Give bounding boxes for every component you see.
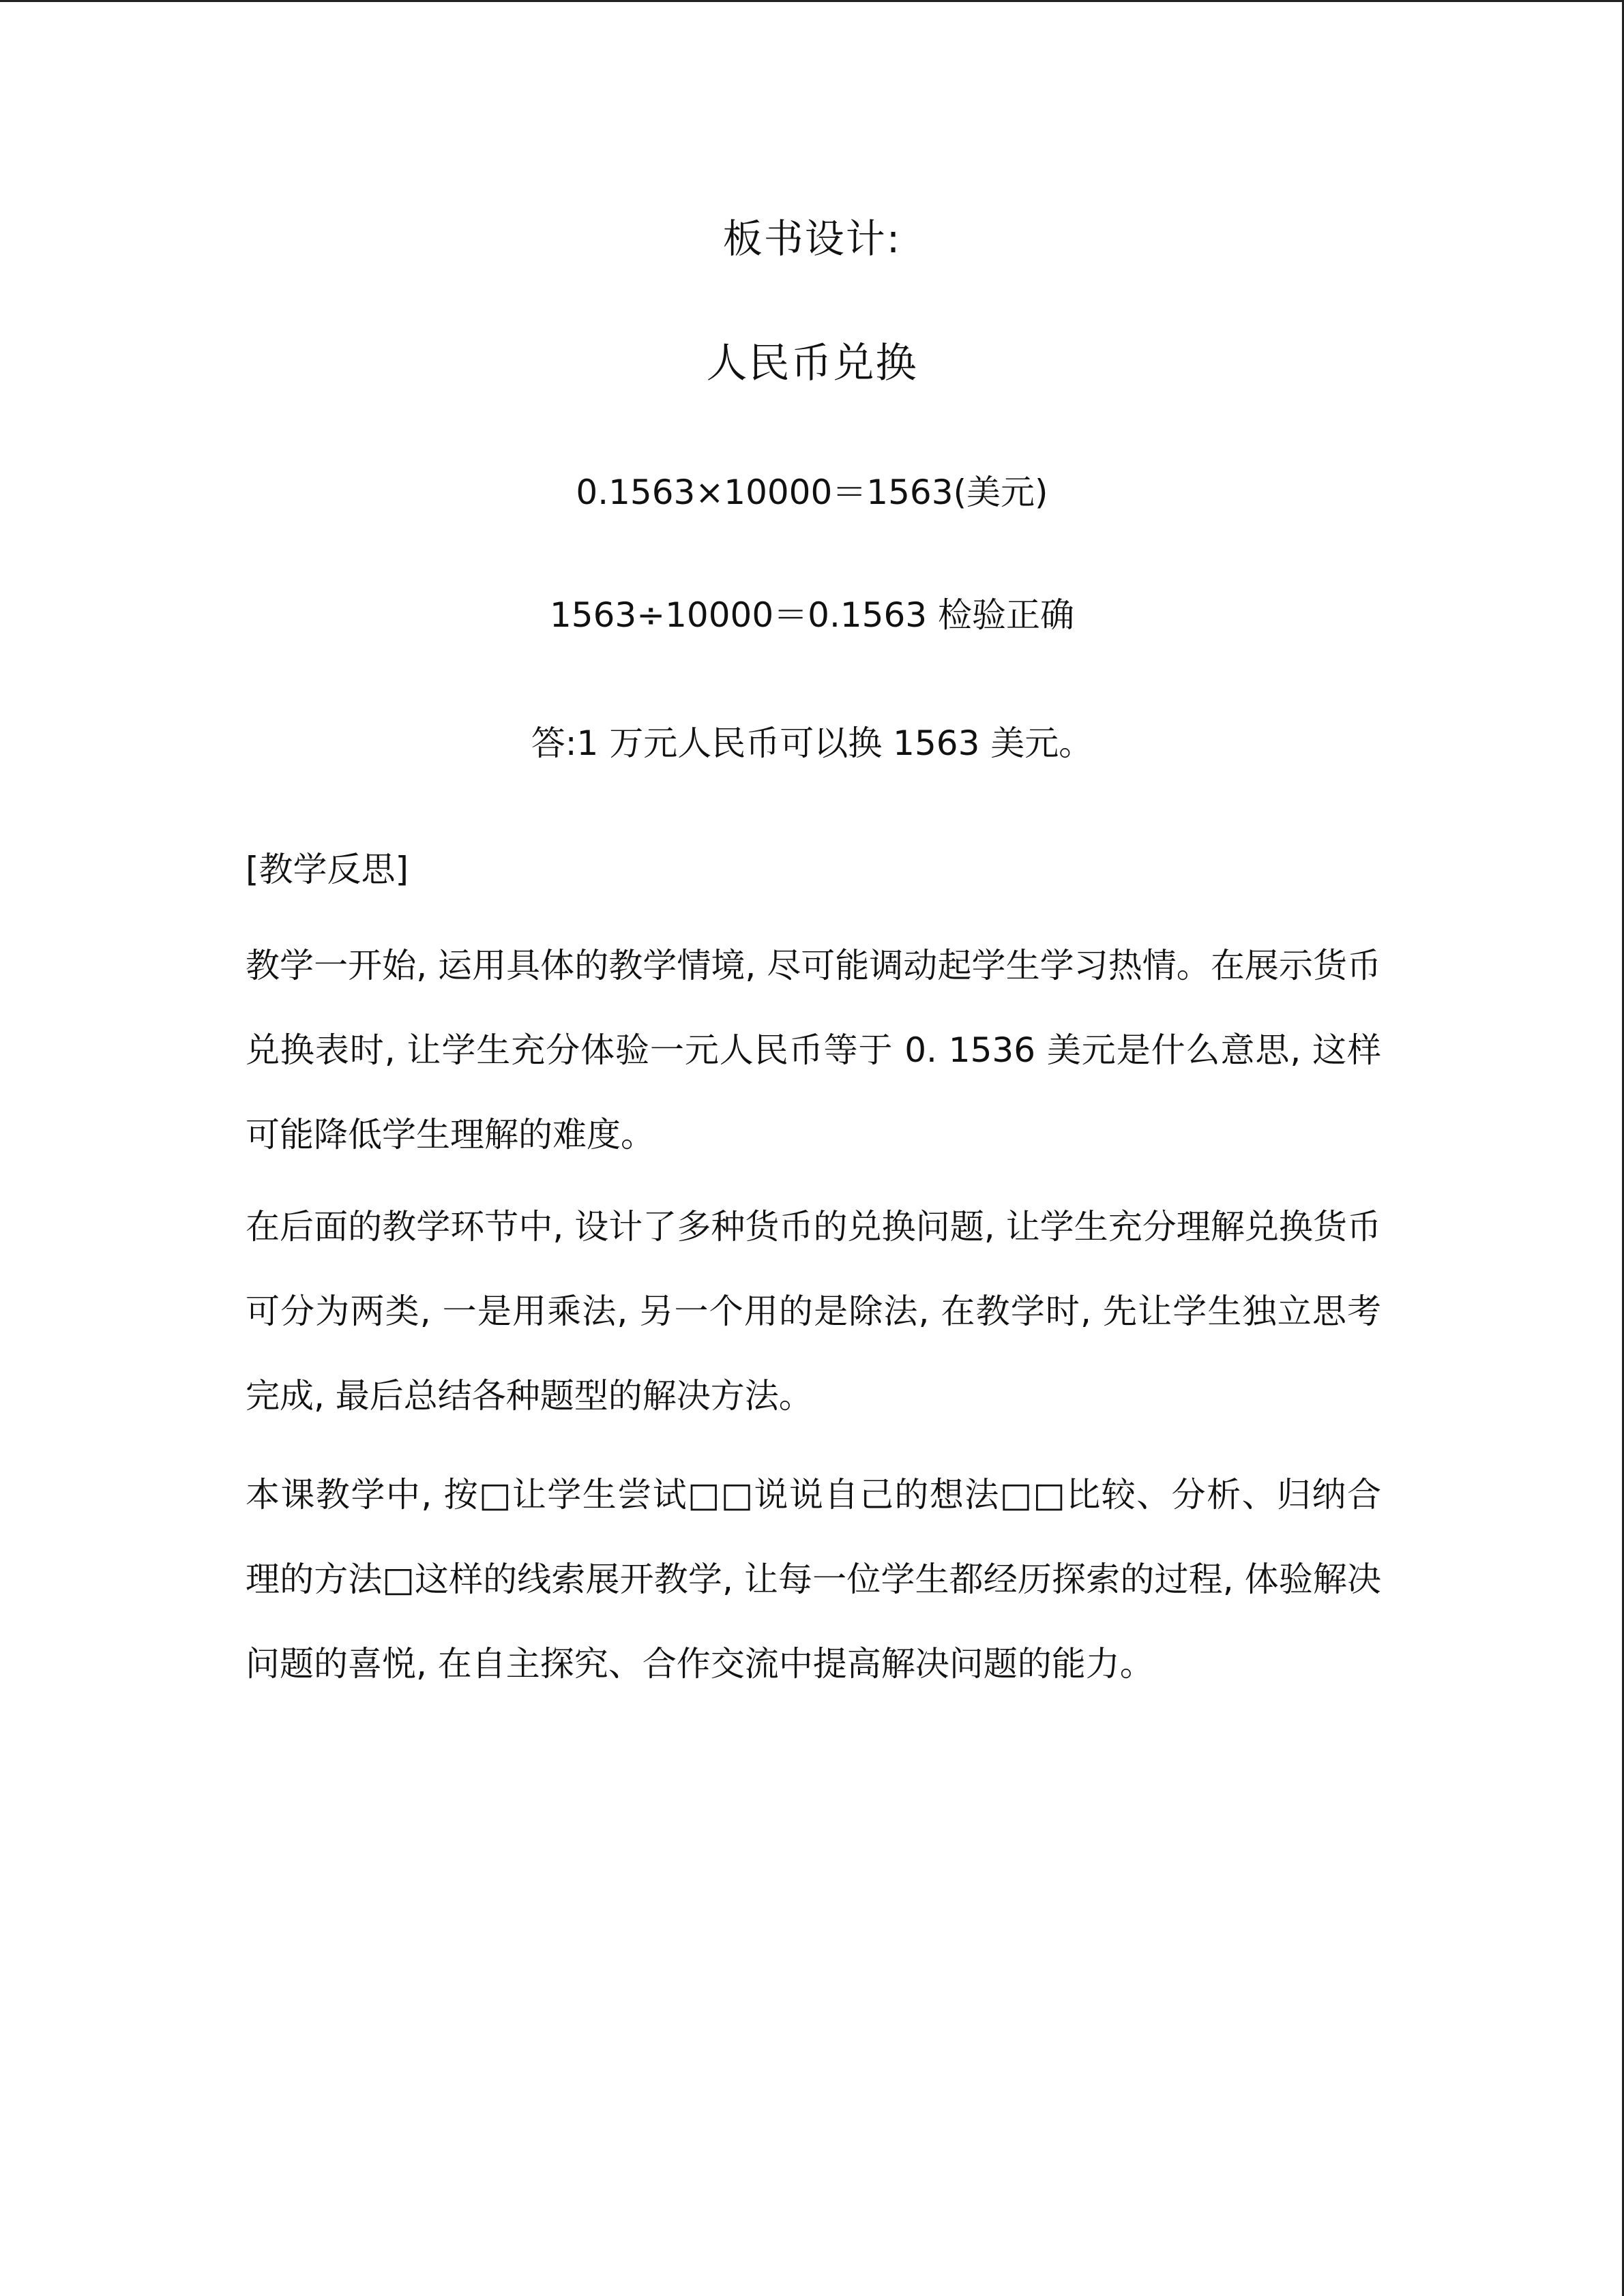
reflection-paragraph-1: 教学一开始, 运用具体的教学情境, 尽可能调动起学生学习热情。在展示货币兑换表时, 让学生充分体验一元人民币等于 0. 1536 美元是什么意思, 这样可能降低学生理解的难度。 (246, 946, 1381, 1154)
multiplication-formula: 0.1563×10000＝1563(美元) (576, 473, 1048, 512)
board-design-title: 板书设计: (722, 215, 902, 262)
check-formula: 1563÷10000＝0.1563 检验正确 (549, 595, 1075, 635)
reflection-paragraph-2: 在后面的教学环节中, 设计了多种货币的兑换问题, 让学生充分理解兑换货币可分为两类, 一是用乘法, 另一个用的是除法, 在教学时, 先让学生独立思考完成, 最后总结各种题型的解决方法。 (246, 1207, 1381, 1416)
reflection-paragraph-3: 本课教学中, 按□让学生尝试□□说说自己的想法□□比较、分析、归纳合理的方法□这样的线索展开教学, 让每一位学生都经历探索的过程, 体验解决问题的喜悦, 在自主探究、合作交流中提高解决问题的能力。 (246, 1475, 1381, 1684)
lesson-title: 人民币兑换 (706, 340, 918, 387)
reflection-heading: [教学反思] (246, 850, 409, 889)
answer-line: 答:1 万元人民币可以换 1563 美元。 (531, 724, 1093, 763)
